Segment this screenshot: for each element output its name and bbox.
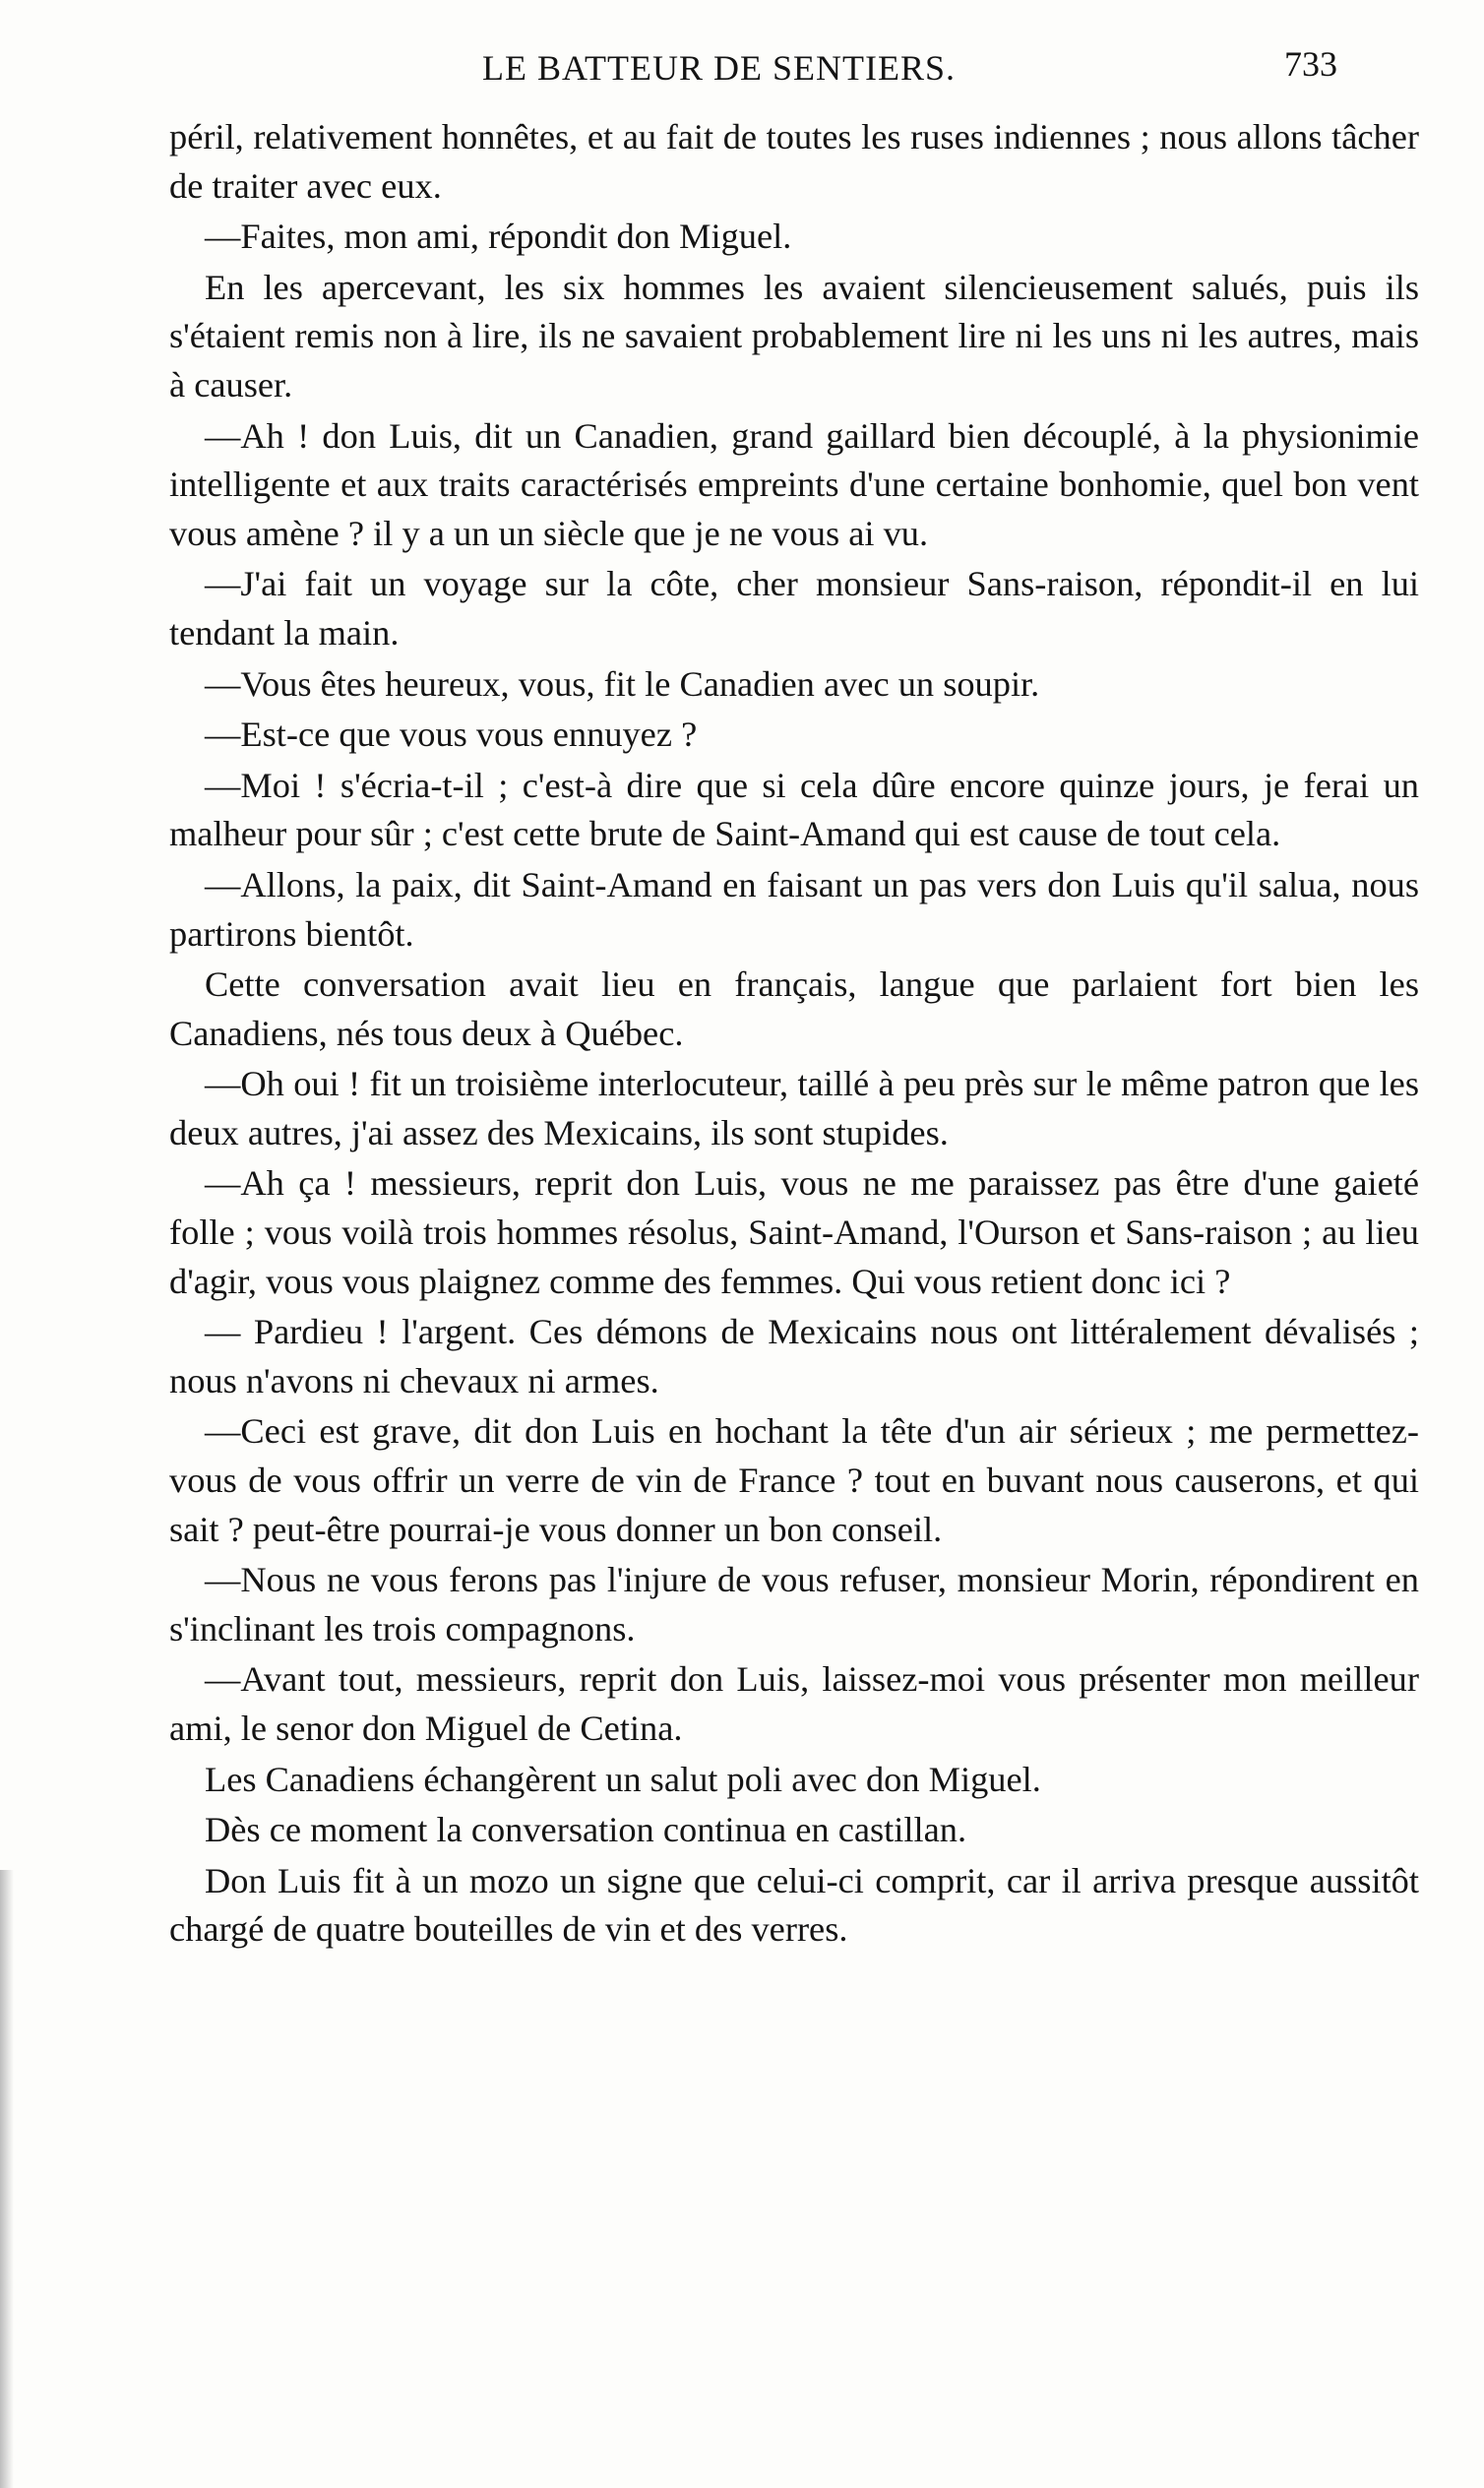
paragraph: —Faites, mon ami, répondit don Miguel.	[205, 217, 792, 257]
paragraph: —Vous êtes heureux, vous, fit le Canadien avec un soupir.	[205, 663, 1040, 704]
paragraph: Dès ce moment la conversation continua en castillan.	[205, 1810, 967, 1850]
binding-edge	[0, 1870, 14, 2488]
page-number: 733	[1284, 44, 1337, 84]
paragraph: —Allons, la paix, dit Saint-Amand en faisant un pas vers don Luis qu'il salua, nous partirons bientôt.	[169, 864, 1419, 954]
paragraph: —Est-ce que vous vous ennuyez ?	[205, 715, 698, 755]
paragraph: —Oh oui ! fit un troisième interlocuteur, taillé à peu près sur le même patron que les deux autres, j'ai assez des Mexicains, ils sont stupides.	[169, 1064, 1419, 1152]
body-text	[169, 113, 1419, 1957]
paragraph: —Moi ! s'écria-t-il ; c'est-à dire que si cela dûre encore quinze jours, je ferai un malheur pour sûr ; c'est cette brute de Saint-Amand qui est cause de tout cela.	[169, 765, 1419, 854]
paragraph: Don Luis fit à un mozo un signe que celui-ci comprit, car il arriva presque aussitôt chargé de quatre bouteilles de vin et des verres.	[169, 1860, 1419, 1950]
paragraph: —Avant tout, messieurs, reprit don Luis, laissez-moi vous présenter mon meilleur ami, le senor don Miguel de Cetina.	[169, 1659, 1419, 1748]
paragraph: péril, relativement honnêtes, et au fait de toutes les ruses indiennes ; nous allons tâcher de traiter avec eux.	[169, 117, 1419, 206]
paragraph: —Ah ça ! messieurs, reprit don Luis, vous ne me paraissez pas être d'une gaieté folle ; vous voilà trois hommes résolus, Saint-Amand, l'Ourson et Sans-raison ; au lieu d'agir, vous vous plaignez comme des femmes. Qui vous retient donc ici ?	[169, 1163, 1419, 1301]
paragraph: —Ceci est grave, dit don Luis en hochant la tête d'un air sérieux ; me permettez-vous de vous offrir un verre de vin de France ? tout en buvant nous causerons, et qui sait ? peut-être pourrai-je vous donner un bon conseil.	[169, 1411, 1419, 1549]
running-head	[177, 44, 1378, 106]
running-title: LE BATTEUR DE SENTIERS.	[482, 48, 956, 88]
paragraph: —Ah ! don Luis, dit un Canadien, grand gaillard bien découplé, à la physionimie intelligente et aux traits caractérisés empreints d'une certaine bonhomie, quel bon vent vous amène ? il y a un un siècle que je ne vous ai vu.	[169, 415, 1419, 553]
paragraph: Cette conversation avait lieu en français, langue que parlaient fort bien les Canadiens, nés tous deux à Québec.	[169, 964, 1419, 1053]
paragraph: —Nous ne vous ferons pas l'injure de vous refuser, monsieur Morin, répondirent en s'inclinant les trois compagnons.	[169, 1560, 1419, 1648]
paragraph: En les apercevant, les six hommes les avaient silencieusement salués, puis ils s'étaient remis non à lire, ils ne savaient probablement lire ni les uns ni les autres, mais à causer.	[169, 267, 1419, 404]
paragraph: —J'ai fait un voyage sur la côte, cher monsieur Sans-raison, répondit-il en lui tendant la main.	[169, 564, 1419, 653]
paragraph: — Pardieu ! l'argent. Ces démons de Mexicains nous ont littéralement dévalisés ; nous n'avons ni chevaux ni armes.	[169, 1312, 1419, 1400]
paragraph: Les Canadiens échangèrent un salut poli avec don Miguel.	[205, 1759, 1041, 1799]
